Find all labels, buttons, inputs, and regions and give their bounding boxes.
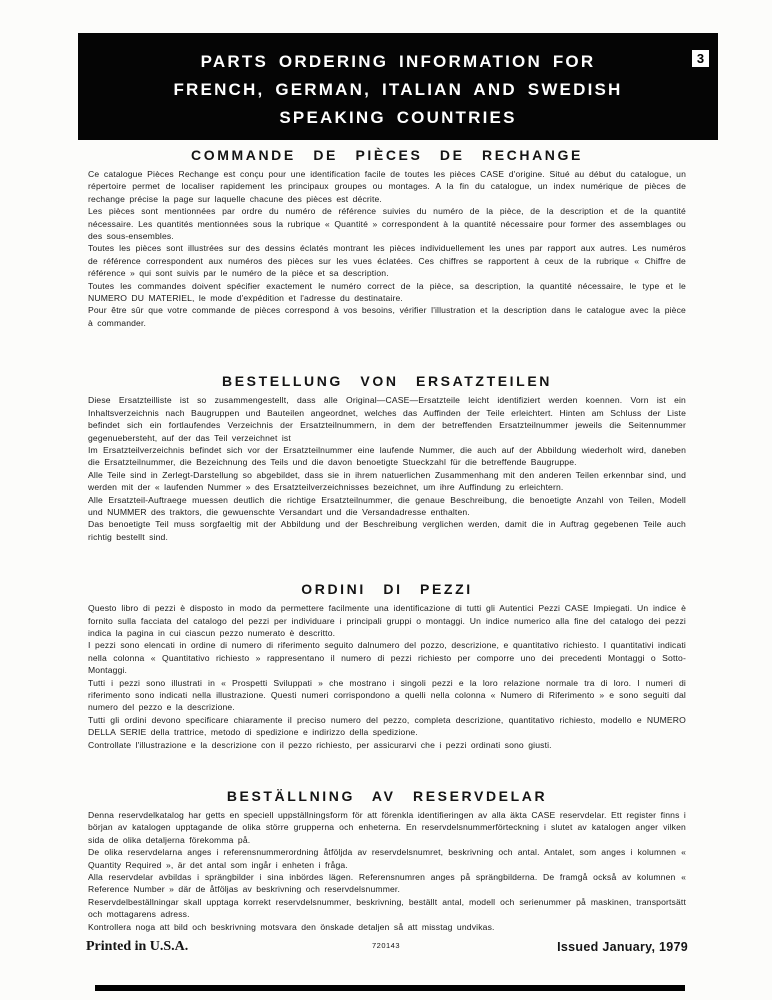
paragraph: Alle Ersatzteil-Auftraege muessen deutlich die richtige Ersatzteilnummer, die genaue Beschreibung, die benoetigte Anzahl von Teilen, Modell und NUMMER des traktors, die gewuenschte Versandart und die Versandadresse enthalten.	[88, 494, 686, 517]
section-heading-swedish: BESTÄLLNING AV RESERVDELAR	[226, 788, 548, 805]
section-body-french	[88, 168, 686, 329]
section-german	[88, 373, 686, 543]
paragraph: Ce catalogue Pièces Rechange est conçu pour une identification facile de toutes les pièces CASE d'origine. Situé au début du catalogue, un répertoire permet de localiser rapidement les principaux groupes ou montages. A la fin du catalogue, un index numérique de pièces de rechange précise la page sur laquelle chacune des pièces est décrite.	[88, 169, 686, 204]
paragraph: Controllate l'illustrazione e la descrizione con il pezzo richiesto, per assicurarvi che i pezzi ordinati sono giusti.	[88, 739, 552, 750]
section-heading-italian: ORDINI DI PEZZI	[301, 581, 473, 598]
section-heading-french: COMMANDE DE PIÈCES DE RECHANGE	[191, 147, 583, 163]
paragraph: I pezzi sono elencati in ordine di numero di riferimento seguito dalnumero del pozzo, descrizione, e quantitativo richiesto. I quantitativi indicati nella colonna « Quantitativo richiesto » rappresentano il numero di pezzi richiesto per comporre uno dei precedenti Montaggi o Sotto- Montaggi.	[88, 640, 686, 676]
section-body-italian	[88, 602, 686, 751]
banner-line-2: FRENCH, GERMAN, ITALIAN AND SWEDISH	[173, 80, 623, 99]
paragraph: Denna reservdelkatalog har getts en speciell uppställningsform för att förenkla identifieringen av alla äkta CASE reservdelar. Ett register finns i början av katalogen upptagande de olika större grupperna och enheterna. En reservdelsnummerförteckning i slutet av katalogen anger vilken sida de olika detaljerna förekomma på.	[88, 810, 686, 845]
section-italian	[88, 581, 686, 751]
paragraph: Toutes les commandes doivent spécifier exactement le numéro correct de la pièce, sa description, la quantité nécessaire, le type et le NUMERO DU MATERIEL, le mode d'expédition et l'adresse du destinataire.	[88, 280, 686, 304]
paragraph: Alla reservdelar avbildas i sprängbilder i sina inbördes lägen. Referensnumren anges på sprängbilderna. De framgå också av kolumnen « Reference Number » där de åtföljas av beskrivning och reservdelsnummer.	[88, 872, 686, 895]
paragraph: Questo libro di pezzi è disposto in modo da permettere facilmente una identificazione di tutti gli Autentici Pezzi CASE Impiegati. Un indice è fornito sulla facciata del catalogo del pezzi per individuare i principali gruppi o montaggi. Un indice numerico alla fine del catalogo dei pezzi indica la pagina in cui ciascun pezzo numerato è descritto.	[88, 603, 686, 638]
paragraph: De olika reservdelarna anges i referensnummerordning åtföljda av reservdelsnumret, beskrivning och antal. Antalet, som anges i kolumnen « Quantity Required », är det antal som ingår i enheten i fråga.	[88, 847, 686, 870]
paragraph: Tutti gli ordini devono specificare chiaramente il preciso numero del pezzo, completa descrizione, quantitativo richiesto, modello e NUMERO DELLA SERIE della trattrice, metodo di spedizione e indirizzo della spedizione.	[88, 714, 686, 738]
banner-line-3: SPEAKING COUNTRIES	[279, 108, 517, 127]
bottom-rule	[95, 985, 685, 991]
form-number: 720143	[371, 941, 401, 950]
section-swedish	[88, 788, 686, 933]
paragraph: Pour être sûr que votre commande de pièces correspond à vos besoins, vérifier l'illustration et la description dans le catalogue avec la pièce à commander.	[88, 305, 686, 328]
page-number-badge: 3	[692, 50, 709, 67]
printed-in-usa-label: Printed in U.S.A.	[86, 939, 189, 954]
paragraph: Tutti i pezzi sono illustrati in « Prospetti Sviluppati » che mostrano i singoli pezzi e la loro relazione normale tra di loro. I numeri di riferimento sono indicati nella illustrazione. Questi numeri corrispondono a quelli nella colonna « Numero di Riferimento » e sono seguiti dal numero del pezzo e la descrizione.	[88, 677, 686, 713]
section-body-german	[88, 394, 686, 543]
title-banner	[78, 33, 718, 140]
paragraph: Das benoetigte Teil muss sorgfaeltig mit der Abbildung und der Beschreibung verglichen werden, damit die in Auftrag gegebenen Teile auch richtig bestellt sind.	[88, 519, 686, 542]
section-heading-german: BESTELLUNG VON ERSATZTEILEN	[222, 373, 552, 390]
section-body-swedish	[88, 809, 686, 933]
issued-date-label: Issued January, 1979	[557, 940, 688, 954]
paragraph: Les pièces sont mentionnées par ordre du numéro de référence suivies du numéro de la pièce, de la description et de la quantité nécessaire. Les quantités mentionnées sous la rubrique « Quantité » correspondent à la quantité nécessaire pour former des assemblages ou des sous-ensembles.	[88, 206, 686, 242]
page-content	[88, 147, 686, 933]
paragraph: Toutes les pièces sont illustrées sur des dessins éclatés montrant les pièces individuellement les unes par rapport aux autres. Les numéros de référence correspondent aux numéros des pièces sur les vues éclatées. Ces chiffres se rapportent à ceux de la rubrique « Chiffre de référence » qui sont suivis par le numéro de la pièce et sa description.	[88, 243, 686, 279]
paragraph: Reservdelbeställningar skall upptaga korrekt reservdelsnummer, beskrivning, beställt antal, modell och serienummer på maskinen, transportsätt och mottagarens adress.	[88, 896, 686, 920]
paragraph: Kontrollera noga att bild och beskrivning motsvara den önskade detaljen så att misstag undvikas.	[88, 921, 495, 932]
paragraph: Diese Ersatzteilliste ist so zusammengestellt, dass alle Original—CASE—Ersatzteile leicht identifiziert werden koennen. Vorn ist ein Inhaltsverzeichnis nach Baugruppen und Bauteilen angeordnet, welches das Auffinden der Teile erleichtert. Hinten am Schluss der Liste befindet sich ein fortlaufendes Verzeichnis der Ersatzteilnummern, in dem der betreffenden Ersatzteilnummer jeweils die Seitennummer gegenuebersteht, auf der das Teil verzeichnet ist	[88, 395, 686, 443]
banner-line-1: PARTS ORDERING INFORMATION FOR	[200, 52, 596, 71]
paragraph: Im Ersatzteilverzeichnis befindet sich vor der Ersatzteilnummer eine laufende Nummer, die auch auf der Abbildung wiederholt wird, daneben die Ersatzteilnummer, die Bezeichnung des Teils und die davon benoetigte Stueckzahl für die betreffende Baugruppe.	[88, 444, 686, 468]
section-french	[88, 147, 686, 329]
paragraph: Alle Teile sind in Zerlegt-Darstellung so abgebildet, dass sie in ihrem natuerlichen Zusammenhang mit den anderen Teilen erkennbar sind, und werden mit der « laufenden Nummer » des Ersatzteilverzeichnisses bezeichnet, um ihre Auffindung zu erleichtern.	[88, 469, 686, 493]
